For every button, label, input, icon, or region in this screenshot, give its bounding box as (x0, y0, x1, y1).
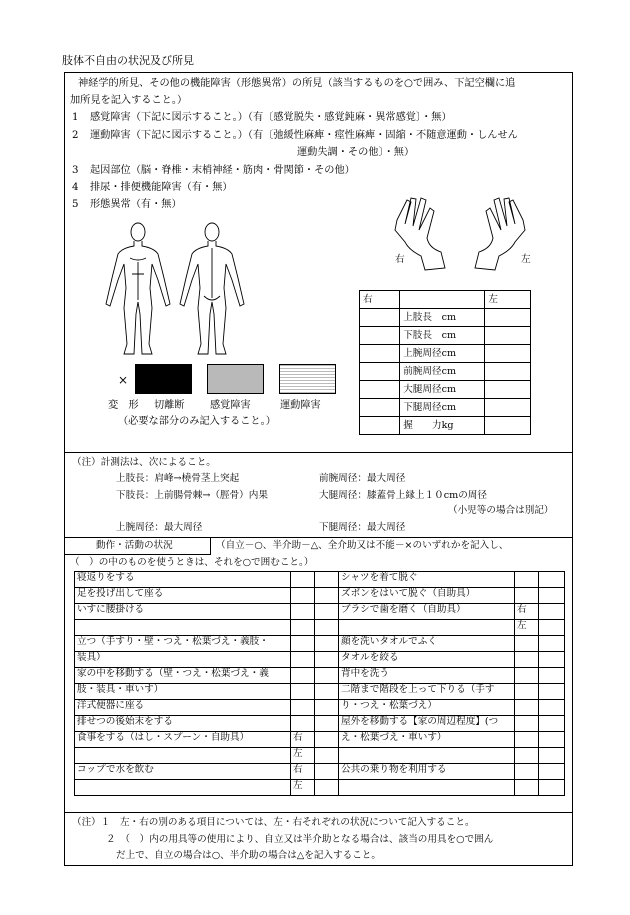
activity-item-left: いすに腰掛ける (75, 604, 291, 620)
finding-4-text: 排尿・排便機能障害（有・無） (90, 182, 233, 193)
footnote-2: ２ （ ）内の用具等の使用により、自立又は半介助となる場合は、該当の用具を○で囲ん (106, 834, 494, 845)
activity-answer-right[interactable] (539, 620, 565, 636)
activity-answer-right[interactable] (539, 636, 565, 652)
activity-answer-right[interactable] (539, 668, 565, 684)
activity-answer-left[interactable] (315, 572, 339, 588)
activity-side-right (515, 588, 539, 604)
activity-answer-right[interactable] (539, 652, 565, 668)
activity-table (74, 571, 565, 796)
activity-side-right (515, 636, 539, 652)
activity-answer-right[interactable] (539, 764, 565, 780)
measure-note-forearm: 前腕周径：最大周径 (319, 473, 406, 484)
finding-2-text: 運動障害（下記に図示すること。）（有〔弛緩性麻痺・痙性麻痺・固縮・不随意運動・しんせん (90, 130, 518, 141)
hand-label-left: 左 (521, 254, 531, 265)
activity-answer-left[interactable] (315, 668, 339, 684)
activity-side-right (515, 732, 539, 748)
measure-label: 下肢長 cm (400, 327, 485, 345)
activity-item-left (75, 780, 291, 796)
measure-label: 握 力kg (400, 417, 485, 435)
activity-answer-left[interactable] (315, 732, 339, 748)
table-row (75, 620, 565, 636)
activity-item-right: 背中を洗う (339, 668, 515, 684)
legend-label-motor: 運動障害 (280, 400, 321, 411)
measure-cell[interactable] (360, 345, 400, 363)
measure-note-heading: （注）計測法は、次によること。 (72, 457, 216, 468)
activity-item-left: 洋式便器に座る (75, 700, 291, 716)
activity-answer-left[interactable] (315, 764, 339, 780)
table-row (75, 684, 565, 700)
measure-cell[interactable] (485, 345, 531, 363)
body-front-back-figure (100, 218, 250, 360)
activity-item-left (75, 748, 291, 764)
activity-side-left: 右 (291, 732, 315, 748)
finding-5-text: 形態異常（有・無） (90, 199, 182, 210)
activity-item-right (339, 620, 515, 636)
divider (64, 452, 573, 453)
activity-item-left: 立つ（手すり・壁・つえ・松葉づえ・義肢・ (75, 636, 291, 652)
activity-answer-right[interactable] (539, 604, 565, 620)
activity-item-left: コップで水を飲む (75, 764, 291, 780)
activity-side-left (291, 604, 315, 620)
activity-heading: 動作・活動の状況 (96, 540, 173, 551)
activity-side-right (515, 652, 539, 668)
activity-item-right: 屋外を移動する【家の周辺程度】(つ (339, 716, 515, 732)
measure-label: 上腕周径cm (400, 345, 485, 363)
activity-answer-left[interactable] (315, 780, 339, 796)
activity-side-right: 右 (515, 604, 539, 620)
activity-item-right: シャツを着て脱ぐ (339, 572, 515, 588)
finding-1-text: 感覚障害（下記に図示すること。）（有〔感覚脱失・感覚鈍麻・異常感覚〕・無） (90, 112, 452, 123)
measure-cell[interactable] (485, 417, 531, 435)
finding-4-num: 4 (72, 182, 79, 193)
finding-3-num: 3 (72, 165, 79, 176)
activity-answer-right[interactable] (539, 748, 565, 764)
activity-answer-right[interactable] (539, 572, 565, 588)
legend-label-deformity: 変 形 (108, 400, 139, 411)
measure-cell[interactable] (360, 327, 400, 345)
legend-x-mark: × (118, 373, 129, 387)
activity-answer-left[interactable] (315, 748, 339, 764)
finding-2-num: 2 (72, 130, 79, 141)
table-row (75, 668, 565, 684)
activity-item-left: 足を投げ出して座る (75, 588, 291, 604)
activity-side-right (515, 572, 539, 588)
activity-item-right: 顔を洗いタオルでふく (339, 636, 515, 652)
activity-side-right (515, 716, 539, 732)
table-row (75, 588, 565, 604)
hand-label-right: 右 (395, 254, 405, 265)
divider (64, 812, 573, 813)
activity-item-right: え・松葉づえ・車いす） (339, 732, 515, 748)
measure-cell[interactable] (360, 381, 400, 399)
legend-note: （必要な部分のみ記入すること。） (118, 416, 276, 427)
activity-answer-right[interactable] (539, 732, 565, 748)
activity-item-left: 肢・装具・車いす） (75, 684, 291, 700)
activity-item-right (339, 748, 515, 764)
activity-item-right: タオルを絞る (339, 652, 515, 668)
measure-label: 前腕周径cm (400, 363, 485, 381)
measure-note-upper-length: 上肢長：肩峰→橈骨茎上突起 (116, 473, 240, 484)
activity-side-right (515, 780, 539, 796)
activity-answer-right[interactable] (539, 684, 565, 700)
table-row (75, 716, 565, 732)
table-row (75, 572, 565, 588)
legend-amputation-swatch (135, 364, 192, 394)
measure-cell[interactable] (360, 309, 400, 327)
finding-3-text: 起因部位（脳・脊椎・末梢神経・筋肉・骨関節・その他） (90, 165, 355, 176)
hands-figure (385, 190, 535, 275)
activity-side-right (515, 764, 539, 780)
activity-item-right: ブラシで歯を磨く（自助具） (339, 604, 515, 620)
activity-answer-right[interactable] (539, 716, 565, 732)
activity-answer-left[interactable] (315, 684, 339, 700)
legend-label-sensory: 感覚障害 (210, 400, 251, 411)
measure-header-left: 左 (485, 291, 531, 309)
activity-item-right: ズボンをはいて脱ぐ（自助具） (339, 588, 515, 604)
measure-note-thigh: 大腿周径：膝蓋骨上縁上１０cmの周径 (319, 490, 487, 501)
activity-answer-left[interactable] (315, 700, 339, 716)
activity-side-left (291, 700, 315, 716)
activity-side-left (291, 716, 315, 732)
footnote-1: （注）１ 左・右の別のある項目については、左・右それぞれの状況について記入すること。 (72, 817, 475, 828)
finding-1-num: 1 (72, 112, 79, 123)
activity-item-left: 寝返りをする (75, 572, 291, 588)
activity-side-left (291, 636, 315, 652)
activity-side-left (291, 620, 315, 636)
activity-side-right (515, 668, 539, 684)
activity-answer-left[interactable] (315, 620, 339, 636)
activity-answer-left[interactable] (315, 604, 339, 620)
table-row (75, 604, 565, 620)
activity-instruction-2: （ ）の中のものを使うときは、それを○で囲むこと。） (70, 557, 314, 568)
measure-cell[interactable] (485, 309, 531, 327)
legend-motor-swatch (279, 364, 336, 394)
activity-item-left: 食事をする（はし・スプーン・自助具） (75, 732, 291, 748)
measure-header-mid (400, 291, 485, 309)
measure-note-upper-arm: 上腕周径：最大周径 (116, 522, 203, 533)
table-row (75, 732, 565, 748)
measure-cell[interactable] (360, 363, 400, 381)
activity-side-left (291, 572, 315, 588)
measure-note-lower-leg: 下腿周径：最大周径 (319, 522, 406, 533)
activity-side-right (515, 700, 539, 716)
activity-answer-left[interactable] (315, 716, 339, 732)
activity-item-left: 排せつの後始末をする (75, 716, 291, 732)
activity-side-left: 右 (291, 764, 315, 780)
activity-answer-left[interactable] (315, 588, 339, 604)
measure-cell[interactable] (360, 399, 400, 417)
footnote-3: だ上で、自立の場合は○、半介助の場合は△を記入すること。 (116, 850, 381, 861)
legend-label-amputation: 切離断 (154, 400, 185, 411)
activity-side-left (291, 684, 315, 700)
activity-answer-right[interactable] (539, 588, 565, 604)
legend-sensory-swatch (207, 364, 264, 394)
table-row (75, 748, 565, 764)
finding-2-cont: 運動失調・その他〕・無） (297, 147, 415, 158)
activity-side-right (515, 684, 539, 700)
activity-item-left: 装具） (75, 652, 291, 668)
measurement-table (359, 290, 531, 435)
measure-label: 上肢長 cm (400, 309, 485, 327)
activity-item-right: り・つえ・松葉づえ） (339, 700, 515, 716)
activity-item-right (339, 780, 515, 796)
activity-side-left (291, 588, 315, 604)
activity-answer-right[interactable] (539, 700, 565, 716)
activity-answer-right[interactable] (539, 780, 565, 796)
activity-item-right: 公共の乗り物を利用する (339, 764, 515, 780)
table-row (75, 636, 565, 652)
activity-side-right: 左 (515, 620, 539, 636)
measure-label: 大腿周径cm (400, 381, 485, 399)
measure-label: 下腿周径cm (400, 399, 485, 417)
activity-item-left (75, 620, 291, 636)
activity-side-left (291, 652, 315, 668)
measure-note-lower-length: 下肢長：上前腸骨棘→（脛骨）内果 (116, 490, 268, 501)
activity-item-left: 家の中を移動する（壁・つえ・松葉づえ・義 (75, 668, 291, 684)
activity-answer-left[interactable] (315, 652, 339, 668)
table-row (75, 780, 565, 796)
activity-item-right: 二階まで階段を上って下りる（手す (339, 684, 515, 700)
table-row (75, 764, 565, 780)
measure-cell[interactable] (485, 363, 531, 381)
intro-line-2: 加所見を記入すること。） (70, 95, 188, 106)
page-title: 肢体不自由の状況及び所見 (62, 54, 194, 67)
finding-5-num: 5 (72, 199, 79, 210)
table-row (75, 700, 565, 716)
measure-cell[interactable] (360, 417, 400, 435)
table-row (75, 652, 565, 668)
activity-side-left (291, 668, 315, 684)
activity-side-right (515, 748, 539, 764)
measure-note-child: （小児等の場合は別記） (448, 505, 554, 516)
activity-instruction-1: （自立－○、半介助－△、全介助又は不能－×のいずれかを記入し、 (216, 540, 509, 551)
measure-cell[interactable] (485, 327, 531, 345)
activity-side-left: 左 (291, 748, 315, 764)
measure-cell[interactable] (485, 381, 531, 399)
intro-line-1: 神経学的所見、その他の機能障害（形態異常）の所見（該当するものを○で囲み、下記空欄に追 (78, 78, 516, 89)
measure-cell[interactable] (485, 399, 531, 417)
measure-header-right: 右 (360, 291, 400, 309)
activity-answer-left[interactable] (315, 636, 339, 652)
activity-side-left: 左 (291, 780, 315, 796)
